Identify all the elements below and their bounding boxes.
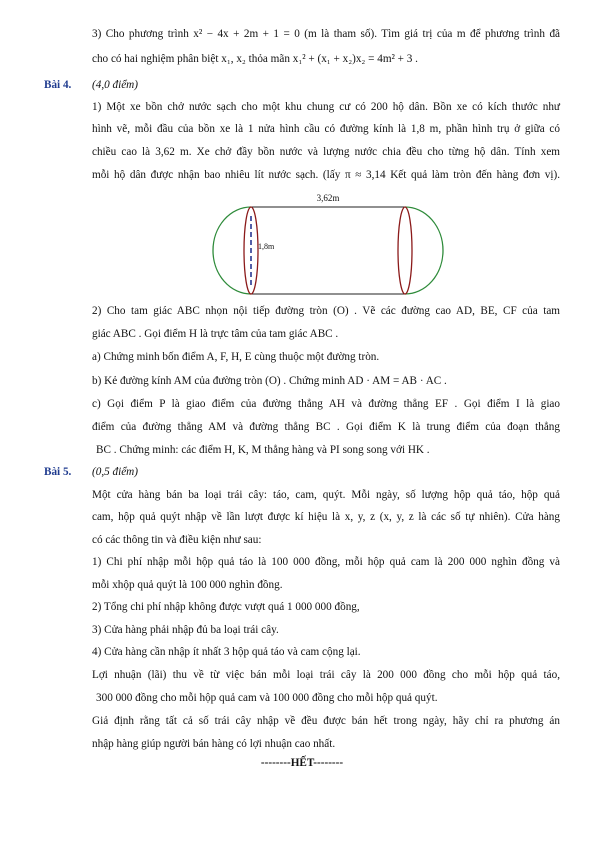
bai5-cond-1-line-1: 1) Chi phí nhập mỗi hộp quả táo là 100 000 đồng, mỗi hộp quả cam là 200 000 nghìn đồng và — [92, 556, 560, 568]
tank-left-cap — [213, 207, 251, 294]
end-mark: --------HẾT-------- — [260, 757, 344, 769]
tank-diameter-label: 1,8m — [258, 242, 275, 251]
bai5-cond-3: 3) Cửa hàng phải nhập đủ ba loại trái cây. — [92, 624, 279, 636]
bai4-p2-line-2: giác ABC . Gọi điểm H là trực tâm của tam giác ABC . — [92, 328, 339, 340]
bai5-label: Bài 5. — [44, 466, 72, 478]
bai4-p1-line-3: chiều cao là 3,62 m. Xe chở đầy bồn nước và lượng nước chia đều cho từng hộ dân. Tính xem — [92, 146, 560, 158]
bai4-label: Bài 4. — [44, 79, 72, 91]
bai5-cond-2: 2) Tổng chi phí nhập không được vượt quá 1 000 000 đồng, — [92, 601, 360, 613]
bai5-p2-line-2: 300 000 đồng cho mỗi hộp quả cam và 100 000 đồng cho mỗi hộp quả quýt. — [96, 692, 438, 704]
tank-right-rim — [398, 207, 412, 294]
bai5-points: (0,5 điểm) — [92, 466, 138, 478]
bai5-p2-line-1: Lợi nhuận (lãi) thu về từ việc bán mỗi loại trái cây là 200 000 đồng cho mỗi hộp quả táo, — [92, 669, 560, 681]
bai4-p1-line-2: hình vẽ, mỗi đầu của bồn xe là 1 nửa hình cầu có đường kính là 1,8 m, phần hình trụ ở giữa có — [92, 123, 560, 135]
bai5-p3-line-2: nhập hàng giúp người bán hàng có lợi nhuận cao nhất. — [92, 738, 336, 750]
tank-figure — [205, 190, 465, 306]
bai4-points: (4,0 điểm) — [92, 79, 138, 91]
tank-right-cap — [405, 207, 443, 294]
bai4-p1-line-1: 1) Một xe bồn chở nước sạch cho một khu chung cư có 200 hộ dân. Bồn xe có kích thước như — [92, 101, 560, 113]
bai4-part-a: a) Chứng minh bốn điểm A, F, H, E cùng thuộc một đường tròn. — [92, 351, 380, 363]
bai4-part-c-line-2: điểm của đường thẳng AM và đường thẳng BC . Gọi điểm K là trung điểm của đoạn thẳng — [92, 421, 560, 433]
bai5-p1-line-3: có các thông tin và điều kiện như sau: — [92, 534, 262, 546]
tank-length-label: 3,62m — [316, 193, 340, 203]
bai4-part-c-line-3: BC . Chứng minh: các điểm H, K, M thẳng hàng và PI song song với HK . — [96, 444, 430, 456]
bai4-part-b: b) Kẻ đường kính AM của đường tròn (O) . Chứng minh AD · AM = AB · AC . — [92, 375, 447, 387]
bai5-p3-line-1: Giả định rằng tất cả số trái cây nhập về đều được bán hết trong ngày, hãy chỉ ra phương án — [92, 715, 560, 727]
q3-line-1: 3) Cho phương trình x² − 4x + 2m + 1 = 0 (m là tham số). Tìm giá trị của m để phương trình đã — [92, 28, 560, 40]
bai4-part-c-line-1: c) Gọi điểm P là giao điểm của đường thẳng AH và đường thẳng EF . Gọi điểm I là giao — [92, 398, 560, 410]
bai5-cond-1-line-2: mỗi xhộp quả quýt là 100 000 nghìn đồng. — [92, 579, 283, 591]
q3-line-2: cho có hai nghiệm phân biệt x₁, x₂ thỏa mãn x₁² + (x₁ + x₂)x₂ = 4m² + 3 . — [92, 53, 418, 65]
bai5-p1-line-1: Một cửa hàng bán ba loại trái cây: táo, cam, quýt. Mỗi ngày, số lượng hộp quả táo, hộp quả — [92, 489, 560, 501]
bai4-p2-line-1: 2) Cho tam giác ABC nhọn nội tiếp đường tròn (O) . Vẽ các đường cao AD, BE, CF của tam — [92, 305, 560, 317]
bai5-p1-line-2: cam, hộp quả quýt nhập về lần lượt được kí hiệu là x, y, z (x, y, z là các số tự nhiên). Cửa hàng — [92, 511, 560, 523]
bai5-cond-4: 4) Cửa hàng cần nhập ít nhất 3 hộp quả táo và cam cộng lại. — [92, 646, 361, 658]
bai4-p1-line-4: mỗi hộ dân được nhận bao nhiêu lít nước sạch. (lấy π ≈ 3,14 Kết quả làm tròn đến hàng đơn vị). — [92, 169, 560, 181]
